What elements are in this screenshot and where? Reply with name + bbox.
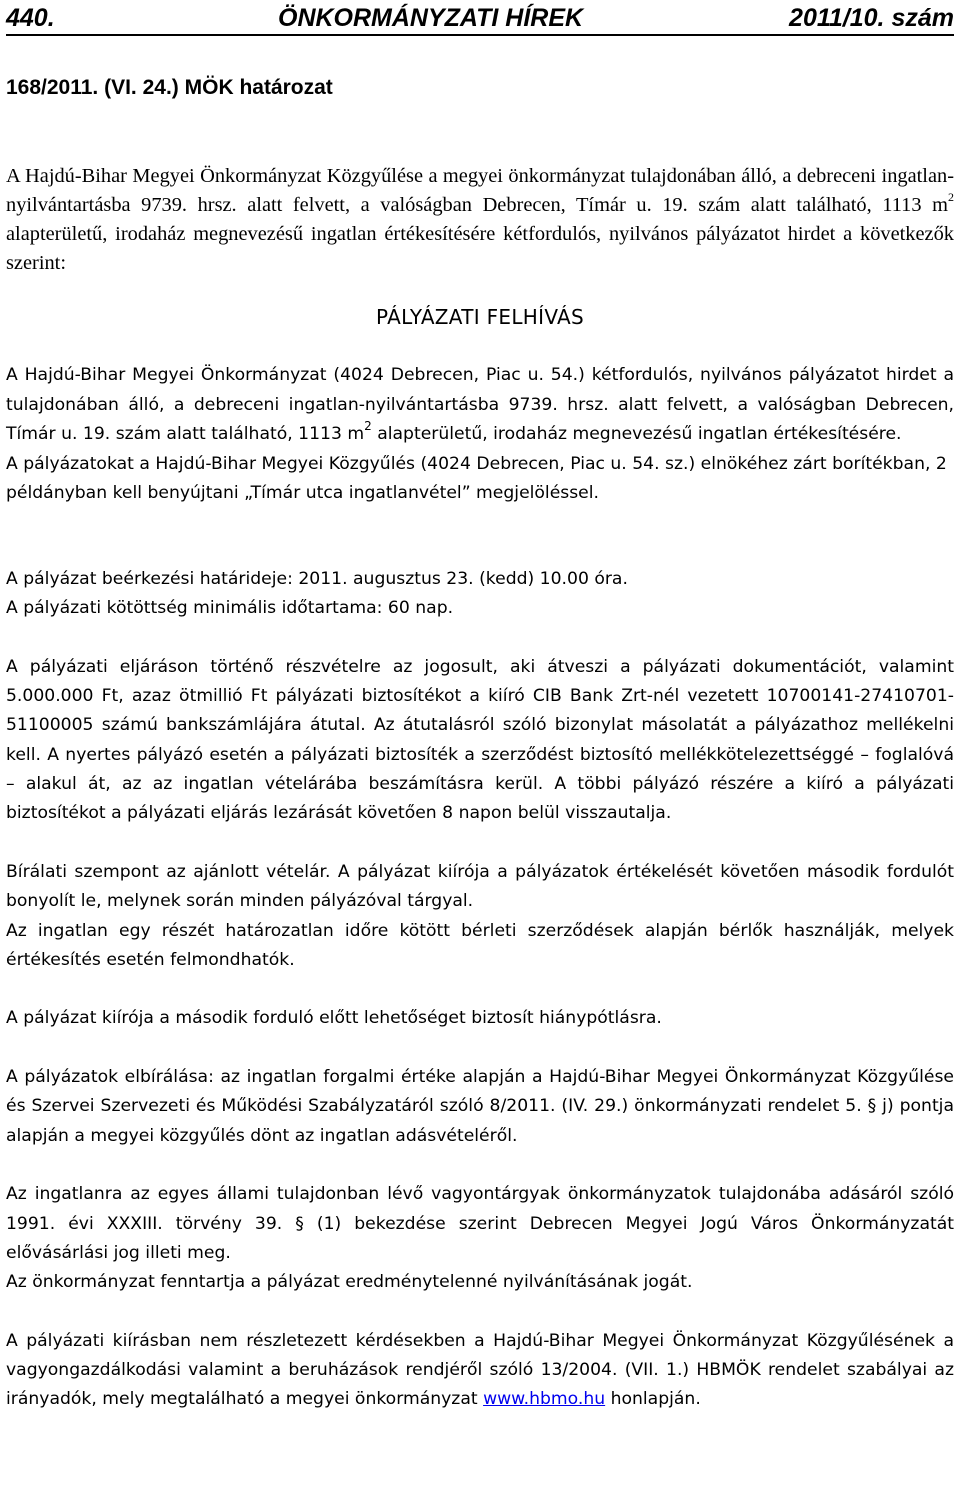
lease-paragraph: Az ingatlan egy részét határozatlan időre kötött bérleti szerződések alapján bérlők használják, melyek értékesítés esetén felmondhatók. <box>6 920 954 970</box>
deposit-paragraph: A pályázati eljáráson történő részvételre az jogosult, aki átveszi a pályázati dokumentációt, valamint 5.000.000 Ft, azaz ötmillió Ft pályázati biztosítékot a kiíró CIB Bank Zrt-nél vezetett 10700141-27410701-51100005 számú bankszámlájára átutal. Az átutalásról szóló bizonylat másolatát a pályázathoz mellékelni kell. A nyertes pályázó esetén a pályázati biztosíték a szerződést biztosító mellékkötelezettséggé – foglalóvá – alakul át, az az ingatlan vételárába beszámításra kerül. A többi pályázó részére a kiíró a pályázati biztosítékot a pályázati eljárás lezárását követően 8 napon belül visszautalja. <box>6 656 954 824</box>
page-header <box>6 0 954 36</box>
call-body <box>6 361 954 509</box>
publication-title: ÖNKORMÁNYZATI HÍREK <box>278 4 584 32</box>
reserve-paragraph: Az önkormányzat fenntartja a pályázat eredménytelenné nyilvánításának jogát. <box>6 1272 693 1293</box>
intro-text-1: A Hajdú-Bihar Megyei Önkormányzat Közgyűlése a megyei önkormányzat tulajdonában álló, a debreceni ingatlan-nyilvántartásba 9739. hrsz. alatt felvett, a valóságban Debrecen, Tímár u. 19. szám alatt található, 1113 m <box>6 165 954 216</box>
deficiency-paragraph: A pályázat kiírója a második forduló előtt lehetőséget biztosít hiánypótlásra. <box>6 1008 662 1029</box>
binding-text: A pályázati kötöttség minimális időtartama: 60 nap. <box>6 598 454 619</box>
page-number: 440. <box>6 4 55 32</box>
issue-number: 2011/10. szám <box>789 4 954 32</box>
call-superscript: 2 <box>364 419 372 434</box>
intro-text-2: alapterületű, irodaház megnevezésű ingatlan értékesítésére kétfordulós, nyilvános pályázatot hirdet a következők szerint: <box>6 223 954 274</box>
call-text-1: A Hajdú-Bihar Megyei Önkormányzat (4024 Debrecen, Piac u. 54.) kétfordulós, nyilvános pályázatot hirdet a tulajdonában álló, a debreceni ingatlan-nyilvántartásba 9739. hrsz. alatt felvett, a valóságban Debrecen, Tímár u. 19. szám alatt található, 1113 m <box>6 365 954 444</box>
resolution-title: 168/2011. (VI. 24.) MÖK határozat <box>6 76 333 99</box>
intro-paragraph <box>6 162 954 278</box>
closing-paragraph <box>6 1327 954 1415</box>
preemption-paragraph: Az ingatlanra az egyes állami tulajdonban lévő vagyontárgyak önkormányzatok tulajdonába adásáról szóló 1991. évi XXXIII. törvény 39. § (1) bekezdése szerint Debrecen Megyei Jogú Város Önkormányzatát elővásárlási jog illeti meg. <box>6 1184 954 1263</box>
deadline-text: A pályázat beérkezési határideje: 2011. augusztus 23. (kedd) 10.00 óra. <box>6 569 628 589</box>
call-paragraph-1 <box>6 361 954 450</box>
main-body <box>6 565 954 1415</box>
website-link[interactable]: www.hbmo.hu <box>483 1389 606 1410</box>
call-text-2: alapterületű, irodaház megnevezésű ingatlan értékesítésére. <box>371 424 902 444</box>
call-paragraph-2: A pályázatokat a Hajdú-Bihar Megyei Közgyűlés (4024 Debrecen, Piac u. 54. sz.) elnökéhez zárt borítékban, 2 példányban kell benyújtani „Tímár utca ingatlanvétel” megjelöléssel. <box>6 453 947 503</box>
closing-suffix: honlapján. <box>605 1389 701 1410</box>
evaluation-paragraph: A pályázatok elbírálása: az ingatlan forgalmi értéke alapján a Hajdú-Bihar Megyei Önkormányzat Közgyűlése és Szervei Szervezeti és Működési Szabályzatáról szóló 8/2011. (IV. 29.) önkormányzati rendelet 5. § j) pontja alapján a megyei közgyűlés dönt az ingatlan adásvételéről. <box>6 1067 954 1146</box>
call-title: PÁLYÁZATI FELHÍVÁS <box>376 305 584 329</box>
closing-text: A pályázati kiírásban nem részletezett kérdésekben a Hajdú-Bihar Megyei Önkormányzat Közgyűlésének a vagyongazdálkodási valamint a beruházások rendjéről szóló 13/2004. (VII. 1.) HBMÖK rendelet szabályai az irányadók, mely megtalálható a megyei önkormányzat <box>6 1330 954 1410</box>
intro-superscript: 2 <box>948 190 954 205</box>
criteria-paragraph: Bírálati szempont az ajánlott vételár. A pályázat kiírója a pályázatok értékelését követően második fordulót bonyolít le, melynek során minden pályázóval tárgyal. <box>6 861 954 912</box>
